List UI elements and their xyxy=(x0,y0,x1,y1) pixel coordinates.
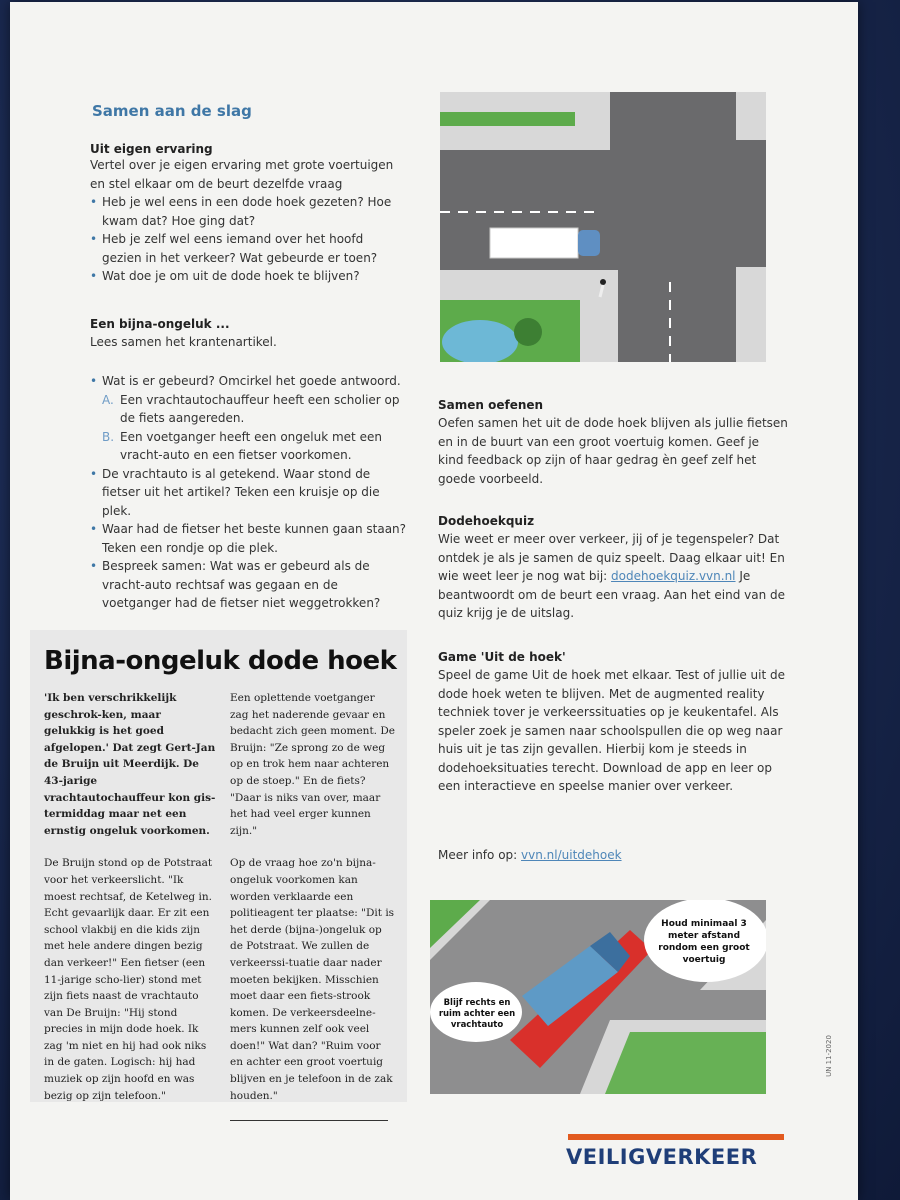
bubble-distance-text: Houd minimaal 3 meter afstand rondom een groot voertuig xyxy=(658,919,750,965)
news-divider xyxy=(230,1120,388,1121)
crossroad-illustration xyxy=(440,92,766,362)
logo-stripe xyxy=(568,1134,784,1140)
news-article-box xyxy=(30,630,407,1102)
game-title: Game 'Uit de hoek' xyxy=(438,650,566,664)
eigen-ervaring-title: Uit eigen ervaring xyxy=(90,142,213,156)
news-column-left xyxy=(44,690,216,1120)
list-item: • Heb je wel eens in een dode hoek gezeten? Hoe kwam dat? Hoe ging dat? xyxy=(90,193,395,230)
sidewalk-bottom-right xyxy=(736,267,766,362)
more-info-label: Meer info op: xyxy=(438,848,518,862)
quiz-text-2: Je beantwoordt om de beurt een vraag. Aan het eind van de quiz krijg je de uitslag. xyxy=(438,569,786,620)
bijna-ongeluk-intro: Lees samen het krantenartikel. xyxy=(90,335,277,349)
option-letter: B. xyxy=(102,429,115,444)
dodehoekquiz-title: Dodehoekquiz xyxy=(438,514,535,528)
option-a[interactable] xyxy=(102,391,410,428)
truck-cab xyxy=(578,230,600,256)
quiz-text-1: Wie weet er meer over verkeer, jij of je tegenspeler? Dat ontdek je als je samen de quiz speelt. Daag elkaar uit! En wie weet leer je nog wat bij: xyxy=(438,532,785,583)
grass-top-left xyxy=(440,112,575,126)
news-right-p2: Op de vraag hoe zo'n bijna-ongeluk voorkomen kan worden verklaarde een politieagent ter plaatse: "Dit is het derde (bijna-)ongeluk op de Potstraat. We zullen de verkeerssi-tuatie daar nader moeten bekijken. Misschien moet daar een fiets-strook komen. De verkeersdeelne-mers kunnen zelf ook veel doen!" Wat dan? "Ruim voor en achter een groot voertuig blijven en je telefoon in de zak houden." xyxy=(230,857,395,1102)
more-info-link[interactable]: vvn.nl/uitdehoek xyxy=(521,848,622,862)
eigen-ervaring-intro: Vertel over je eigen ervaring met grote voertuigen en stel elkaar om de beurt dezelfde vraag xyxy=(90,158,394,191)
sidewalk-top-right xyxy=(736,92,766,140)
more-info xyxy=(438,846,622,865)
option-b[interactable] xyxy=(102,428,410,465)
samen-oefenen-text: Oefen samen het uit de dode hoek blijven als jullie fietsen en in de buurt van een groot voertuig komen. Geef je kind feedback op zijn of haar gedrag èn geef zelf het goede voorbeeld. xyxy=(438,416,788,486)
option-text: Een voetganger heeft een ongeluk met een vracht-auto en een fietser voorkomen. xyxy=(120,429,382,462)
list-item: • Wat doe je om uit de dode hoek te blijven? xyxy=(90,267,395,286)
questions-list xyxy=(90,372,410,613)
news-body-left: De Bruijn stond op de Potstraat voor het verkeerslicht. "Ik moest rechtsaf, de Ketelweg in. Echt gevaarlijk daar. Er zit een school vlakbij en die kids zijn met hele andere dingen bezig dan verkeer!" Een fietser (een 11-jarige scho-lier) stond met zijn fiets naast de vrachtauto van De Bruijn: "Hij stond precies in mijn dode hoek. Ik zag 'm niet en hij had ook niks in de gaten. Logisch: hij had muziek op zijn hoofd en was bezig op zijn telefoon." xyxy=(44,857,213,1102)
question-text: Wat is er gebeurd? Omcirkel het goede antwoord. xyxy=(102,374,401,388)
tree xyxy=(514,318,542,346)
news-column-right xyxy=(230,690,395,1121)
question-4: • Bespreek samen: Wat was er gebeurd als de vracht-auto rechtsaf was gegaan en de voetganger had de fietser niet weggetrokken? xyxy=(90,557,410,613)
eigen-ervaring-list xyxy=(90,193,395,286)
pond xyxy=(442,320,518,362)
question-3: • Waar had de fietser het beste kunnen gaan staan? Teken een rondje op die plek. xyxy=(90,520,410,557)
dodehoekquiz-text xyxy=(438,530,788,623)
grass-bottom-right xyxy=(605,1032,766,1094)
list-item: • Heb je zelf wel eens iemand over het hoofd gezien in het verkeer? Wat gebeurde er toen? xyxy=(90,230,395,267)
veiligverkeer-logo: VEILIGVERKEER xyxy=(566,1145,758,1169)
samen-oefenen-title: Samen oefenen xyxy=(438,398,544,412)
pedestrian-icon xyxy=(600,279,606,285)
game-text: Speel de game Uit de hoek met elkaar. Test of jullie uit de dode hoek weten te blijven. Met de augmented reality techniek tover je verkeerssituaties op je keukentafel. Als speler zoek je samen naar schoolspullen die op weg naar huis uit je tas zijn gevallen. Hierbij kom je steeds in dodehoeksituaties terecht. Download de app en leer op een interactieve en speelse manier over verkeer. xyxy=(438,668,786,793)
section-title: Samen aan de slag xyxy=(92,102,252,120)
news-lead: 'Ik ben verschrikkelijk geschrok-ken, maar gelukkig is het goed afgelopen.' Dat zegt Gert-Jan de Bruijn uit Meerdijk. De 43-jarige vrachtautochauffeur kon gis-termiddag maar net een ernstig ongeluk voorkomen. xyxy=(44,692,216,837)
option-text: Een vrachtautochauffeur heeft een scholier op de fiets aangereden. xyxy=(120,392,400,425)
truck-trailer xyxy=(490,228,578,258)
question-1 xyxy=(90,372,410,465)
bijna-ongeluk-title: Een bijna-ongeluk ... xyxy=(90,317,230,331)
quiz-link[interactable]: dodehoekquiz.vvn.nl xyxy=(611,569,736,583)
news-right-p1: Een oplettende voetganger zag het naderende gevaar en bedacht zich geen moment. De Bruijn: "Ze sprong zo de weg op en trok hem naar achteren op de stoep." En de fiets? "Daar is niks van over, maar het had veel erger kunnen zijn." xyxy=(230,692,395,837)
bubble-right-text: Blijf rechts en ruim achter een vrachtauto xyxy=(438,998,516,1030)
news-title: Bijna-ongeluk dode hoek xyxy=(44,646,397,676)
document-code: UN 11-2020 xyxy=(825,1035,833,1077)
question-2: • De vrachtauto is al getekend. Waar stond de fietser uit het artikel? Teken een kruisje op die plek. xyxy=(90,465,410,521)
option-letter: A. xyxy=(102,392,114,407)
